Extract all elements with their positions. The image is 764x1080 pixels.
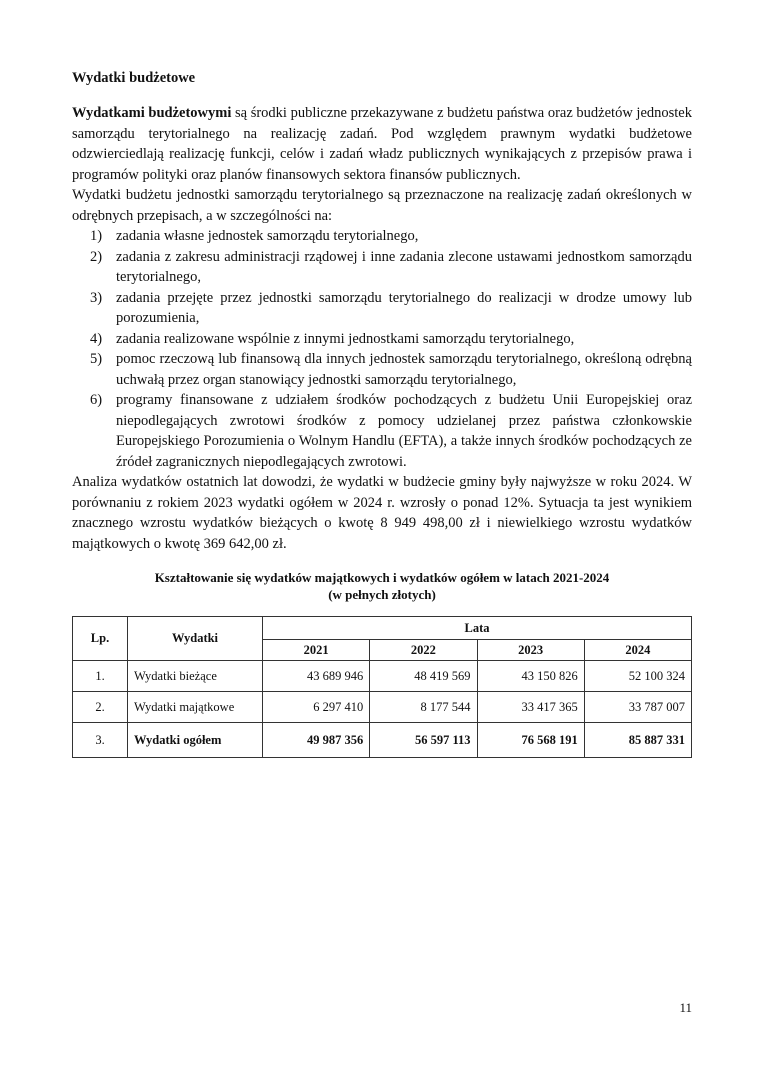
list-item-text: zadania z zakresu administracji rządowej i inne zadania zlecone ustawami jednostkom samorządu terytorialnego, (116, 248, 692, 285)
definition-text: są środki publiczne przekazywane z budżetu państwa oraz budżetów jednostek samorządu terytorialnego na realizację zadań. Pod względem prawnym wydatki budżetowe odzwierciedlają realizację funkcji, celów i zadań władz publicznych wynikających z przepisów prawa i programów polityki oraz planów finansowych sektora finansów publicznych. (72, 105, 692, 183)
cell-value: 43 150 826 (477, 661, 584, 692)
cell-name: Wydatki bieżące (128, 661, 263, 692)
header-year: 2024 (584, 640, 691, 661)
table-caption (72, 569, 692, 603)
list-item (72, 247, 692, 288)
section-heading: Wydatki budżetowe (72, 70, 196, 86)
list-number: 4) (90, 330, 103, 347)
header-name: Wydatki (128, 617, 263, 661)
list-item-text: zadania przejęte przez jednostki samorządu terytorialnego do realizacji w drodze umowy lub porozumienia, (116, 289, 692, 326)
cell-value: 56 597 113 (370, 723, 477, 758)
cell-value: 33 417 365 (477, 692, 584, 723)
table-row (73, 692, 692, 723)
header-year: 2023 (477, 640, 584, 661)
list-item-text: zadania własne jednostek samorządu terytorialnego, (116, 228, 419, 244)
cell-name: Wydatki majątkowe (128, 692, 263, 723)
list-item-text: programy finansowane z udziałem środków pochodzących z budżetu Unii Europejskiej oraz niepodlegających zwrotowi środków z pomocy udzielanej przez państwa członkowskie Europejskiego Porozumienia o Wolnym Handlu (EFTA), a także innych środków pochodzących ze źródeł zagranicznych niepodlegających zwrotowi. (116, 392, 692, 470)
cell-lp: 1. (73, 661, 128, 692)
list-item (72, 226, 692, 247)
cell-lp: 3. (73, 723, 128, 758)
cell-name: Wydatki ogółem (128, 723, 263, 758)
list-item (72, 288, 692, 329)
paragraph-purposes: Wydatki budżetu jednostki samorządu terytorialnego są przeznaczone na realizację zadań określonych w odrębnych przepisach, a w szczególności na: (72, 187, 692, 224)
list-item-text: zadania realizowane wspólnie z innymi jednostkami samorządu terytorialnego, (116, 330, 575, 347)
table-caption-unit: (w pełnych złotych) (328, 587, 436, 602)
page-number: 11 (679, 1000, 692, 1015)
cell-value: 85 887 331 (584, 723, 691, 758)
paragraph-definition (72, 103, 692, 185)
table-row (73, 661, 692, 692)
list-item-text: pomoc rzeczową lub finansową dla innych jednostek samorządu terytorialnego, określoną odrębną uchwałą przez organ stanowiący jednostki samorządu terytorialnego, (116, 351, 692, 388)
cell-value: 52 100 324 (584, 661, 691, 692)
list-item (72, 390, 692, 472)
header-years-group: Lata (263, 617, 692, 640)
cell-value: 49 987 356 (263, 723, 370, 758)
header-lp: Lp. (73, 617, 128, 661)
list-number: 1) (90, 228, 103, 244)
paragraph-analysis: Analiza wydatków ostatnich lat dowodzi, że wydatki w budżecie gminy były najwyższe w roku 2024. W porównaniu z rokiem 2023 wydatki ogółem w 2024 r. wzrosły o ponad 12%. Sytuacja ta jest wynikiem znacznego wzrostu wydatków bieżących o kwotę 8 949 498,00 zł i niewielkiego wzrostu wydatków majątkowych o kwotę 369 642,00 zł. (72, 474, 692, 552)
cell-value: 76 568 191 (477, 723, 584, 758)
cell-value: 43 689 946 (263, 661, 370, 692)
list-item (72, 349, 692, 390)
body-text (72, 103, 692, 554)
expenditure-table (72, 616, 692, 758)
list-item (72, 329, 692, 350)
defined-term: Wydatkami budżetowymi (72, 105, 232, 121)
cell-value: 48 419 569 (370, 661, 477, 692)
table-header-row (73, 617, 692, 640)
cell-value: 6 297 410 (263, 692, 370, 723)
list-number: 5) (90, 351, 103, 367)
table-caption-title: Kształtowanie się wydatków majątkowych i wydatków ogółem w latach 2021-2024 (154, 570, 610, 585)
header-year: 2021 (263, 640, 370, 661)
table-total-row (73, 723, 692, 758)
cell-lp: 2. (73, 692, 128, 723)
purposes-list (72, 226, 692, 472)
header-year: 2022 (370, 640, 477, 661)
list-number: 3) (90, 289, 103, 306)
cell-value: 33 787 007 (584, 692, 691, 723)
document-page (72, 0, 692, 1080)
list-number: 6) (90, 392, 103, 408)
list-number: 2) (90, 248, 103, 265)
cell-value: 8 177 544 (370, 692, 477, 723)
